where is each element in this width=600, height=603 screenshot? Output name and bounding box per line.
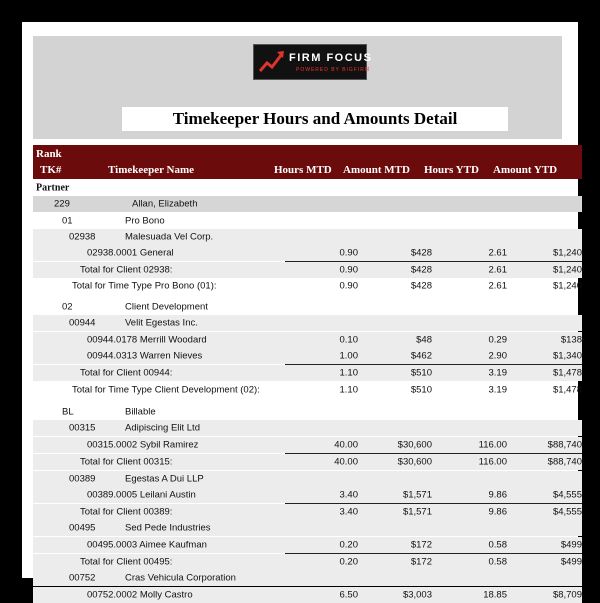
hours-ytd: 116.00 [478,439,507,451]
timetype-code: 01 [62,215,73,227]
client-label: Malesuada Vel Corp. [125,231,214,243]
report-title: Timekeeper Hours and Amounts Detail [172,109,458,128]
hours-mtd: 0.90 [339,280,358,292]
hours-mtd: 1.10 [339,367,358,379]
col-rank: Rank [36,148,62,160]
amount-ytd: $88,740 [547,439,582,451]
timetype-label: Client Development [125,301,208,313]
subtotal-rule [285,503,582,504]
col-hours-ytd: Hours YTD [424,164,479,176]
matter-row [33,437,582,453]
clienttotal-row [33,365,582,381]
client-code: 00944 [69,317,96,329]
amount-mtd: $510 [410,367,432,379]
hours-ytd: 2.61 [488,280,507,292]
matter-row [33,487,582,503]
amount-ytd: $1,240 [552,264,582,276]
timetype-label: Pro Bono [125,215,165,227]
clienttotal-row [33,262,582,278]
hours-mtd: 0.90 [339,264,358,276]
section-label: Partner [36,182,70,194]
client-row [33,315,582,331]
hours-mtd: 40.00 [334,439,358,451]
subtotal-rule [285,261,582,262]
subtotal-rule [285,453,582,454]
col-amount-ytd: Amount YTD [493,164,558,176]
amount-ytd: $1,340 [552,350,582,362]
timetype-row [33,299,582,315]
hours-mtd: 3.40 [339,506,358,518]
amount-mtd: $1,571 [402,506,432,518]
clienttotal-label: Total for Client 02938: [80,264,173,276]
subtotal-rule [285,364,582,365]
hours-ytd: 9.86 [488,506,507,518]
client-row [33,520,582,536]
client-code: 02938 [69,231,96,243]
matter-label: 00315.0002 Sybil Ramirez [87,439,199,451]
timetype-row [33,404,582,420]
amount-ytd: $8,709 [552,589,582,601]
hours-ytd: 3.19 [488,384,507,396]
amount-ytd: $1,478 [552,384,582,396]
matter-label: 00752.0002 Molly Castro [87,589,193,601]
matter-label: 00389.0005 Leilani Austin [87,489,196,501]
timetype-code: BL [62,406,74,418]
timetype-row [33,213,582,229]
col-hours-mtd: Hours MTD [274,164,332,176]
hours-mtd: 0.20 [339,539,358,551]
amount-ytd: $1,478 [552,367,582,379]
matter-label: 00944.0313 Warren Nieves [87,350,203,362]
hours-mtd: 40.00 [334,456,358,468]
matter-label: 00495.0003 Aimee Kaufman [87,539,207,551]
amount-mtd: $3,003 [402,589,432,601]
hours-ytd: 0.58 [488,539,507,551]
hours-mtd: 0.20 [339,556,358,568]
amount-mtd: $510 [410,384,432,396]
timekeeper-row [33,196,582,212]
amount-mtd: $1,571 [402,489,432,501]
subtotal-rule [285,553,582,554]
hours-mtd: 1.00 [339,350,358,362]
amount-ytd: $88,740 [547,456,582,468]
hours-ytd: 2.61 [488,247,507,259]
clienttotal-label: Total for Client 00315: [80,456,173,468]
timetype-label: Billable [125,406,156,418]
hours-ytd: 2.90 [488,350,507,362]
hours-mtd: 1.10 [339,384,358,396]
client-row [33,570,582,586]
client-label: Adipiscing Elit Ltd [125,422,200,434]
client-code: 00495 [69,522,96,534]
timekeeper-id: 229 [54,198,70,210]
amount-ytd: $499 [560,539,582,551]
clienttotal-row [33,454,582,470]
client-row [33,420,582,436]
matter-row [33,587,582,603]
typetotal-row [33,278,582,294]
client-code: 00315 [69,422,96,434]
hours-mtd: 0.10 [339,334,358,346]
logo-wordmark: FIRM FOCUS [289,52,373,64]
amount-ytd: $1,240 [552,247,582,259]
client-label: Velit Egestas Inc. [125,317,198,329]
amount-mtd: $172 [410,539,432,551]
timekeeper-name: Allan, Elizabeth [132,198,198,210]
clienttotal-row [33,504,582,520]
client-code: 00752 [69,572,96,584]
amount-mtd: $30,600 [397,439,432,451]
amount-mtd: $428 [410,264,432,276]
clienttotal-row [33,554,582,570]
amount-mtd: $30,600 [397,456,432,468]
clienttotal-label: Total for Client 00389: [80,506,173,518]
section-row [33,180,582,196]
matter-row [33,245,582,261]
matter-label: 02938.0001 General [87,247,174,259]
client-code: 00389 [69,473,96,485]
report-page [22,22,582,601]
col-tk: TK# [40,164,62,176]
amount-mtd: $172 [410,556,432,568]
client-row [33,471,582,487]
amount-ytd: $1,240 [552,280,582,292]
client-label: Sed Pede Industries [125,522,211,534]
matter-row [33,348,582,364]
matter-row [33,332,582,348]
hours-mtd: 3.40 [339,489,358,501]
client-label: Egestas A Dui LLP [125,473,204,485]
amount-ytd: $138 [560,334,582,346]
amount-ytd: $499 [560,556,582,568]
hours-ytd: 116.00 [478,456,507,468]
amount-ytd: $4,555 [552,506,582,518]
hours-ytd: 2.61 [488,264,507,276]
hours-mtd: 0.90 [339,247,358,259]
amount-mtd: $428 [410,247,432,259]
matter-label: 00944.0178 Merrill Woodard [87,334,207,346]
hours-ytd: 3.19 [488,367,507,379]
hours-ytd: 18.85 [483,589,507,601]
clienttotal-label: Total for Client 00495: [80,556,173,568]
report-body [22,22,582,601]
col-name: Timekeeper Name [108,164,195,176]
col-amount-mtd: Amount MTD [343,164,410,176]
amount-mtd: $428 [410,280,432,292]
typetotal-label: Total for Time Type Client Development (02): [72,384,260,396]
typetotal-label: Total for Time Type Pro Bono (01): [72,280,217,292]
clienttotal-label: Total for Client 00944: [80,367,173,379]
hours-mtd: 6.50 [339,589,358,601]
hours-ytd: 0.58 [488,556,507,568]
client-label: Cras Vehicula Corporation [125,572,236,584]
timetype-code: 02 [62,301,73,313]
amount-mtd: $462 [410,350,432,362]
hours-ytd: 9.86 [488,489,507,501]
matter-row [33,537,582,553]
client-row [33,229,582,245]
logo-tagline: POWERED BY BIGFIRM [296,67,371,73]
typetotal-row [33,382,582,398]
amount-mtd: $48 [416,334,432,346]
hours-ytd: 0.29 [488,334,507,346]
amount-ytd: $4,555 [552,489,582,501]
